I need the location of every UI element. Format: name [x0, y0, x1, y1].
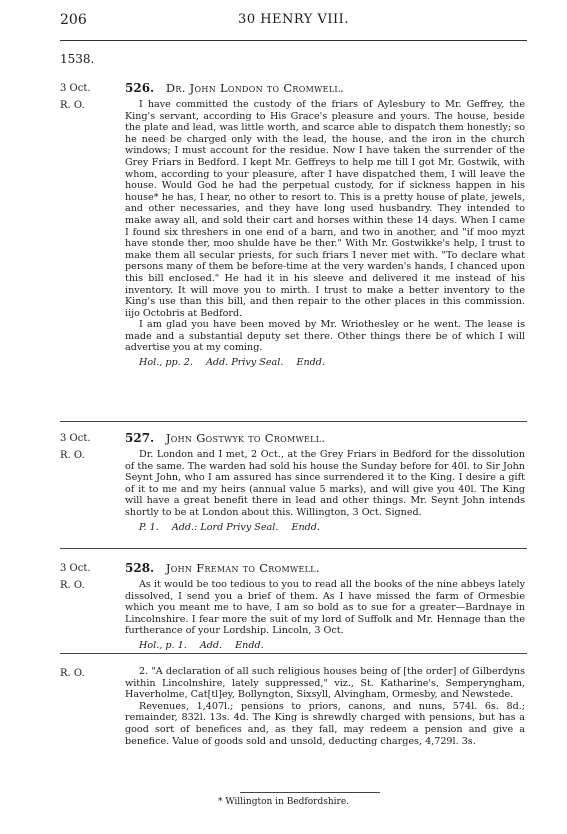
endorsement-part: Add.: Lord Privy Seal. [171, 521, 279, 533]
running-head: 30 HENRY VIII. [238, 12, 349, 27]
entry-number: 528. [125, 561, 155, 575]
entry-528-margin [60, 562, 120, 592]
entry-source: R. O. [60, 668, 85, 679]
endorsement-part: Hol., pp. 2. [139, 357, 193, 369]
page-header [60, 12, 527, 32]
endorsement-part: Hol., p. 1. [139, 639, 187, 651]
entry-source: R. O. [60, 450, 85, 461]
entry-number: 526. [125, 81, 155, 95]
section-rule [60, 548, 527, 549]
entry-date: 3 Oct. [60, 83, 91, 94]
entry-526-body [125, 99, 525, 369]
endorsement-part: Endd. [235, 639, 264, 651]
entry-number: 527. [125, 431, 155, 445]
footnote: * Willington in Bedfordshire. [217, 797, 350, 807]
endorsement-part: Endd. [296, 357, 325, 369]
footnote-rule [240, 792, 380, 793]
entry-title: John Gostwyk to Cromwell. [165, 431, 326, 445]
paragraph: 2. "A declaration of all such religious houses being of [the order] of Gilberdyns within Lincolnshire, lately suppressed," viz., St. Katharine's, Semperyngham, Haverholme, Cat[tl]ey, Bollyngton, Sixsyll, Alvingham, Ormesby, and Newstede. [125, 666, 525, 701]
header-rule [60, 40, 527, 41]
endorsement [125, 357, 525, 369]
page-number: 206 [60, 12, 87, 28]
entry-title: John Freman to Cromwell. [165, 561, 320, 575]
endorsement [125, 522, 525, 534]
entry-527-heading [125, 431, 527, 445]
paragraph: I am glad you have been moved by Mr. Wriothesley or he went. The lease is made and a substantial deputy set there. Other things there be of which I will advertise you at my coming. [125, 319, 525, 354]
entry-source: R. O. [60, 580, 85, 591]
entry-528-body [125, 579, 525, 652]
paragraph: As it would be too tedious to you to read all the books of the nine abbeys lately dissolved, I send you a brief of them. As I have missed the farm of Ormesbie which you meant me to have, I am so bold as to sue for a greater—Bardnaye in Lincolnshire. I fear more the suit of my lord of Suffolk and Mr. Hennage than the furtherance of your Lordship. Lincoln, 3 Oct. [125, 579, 525, 637]
paragraph: Dr. London and I met, 2 Oct., at the Grey Friars in Bedford for the dissolution of the same. The warden had sold his house the Sunday before for 40l. to Sir John Seynt John, who I am assured has since surrendered it to the King. I desire a gift of it to me and my heirs (annual value 5 marks), and will give you 40l. The King will have a great benefit there in lead and other things. Mr. Seynt John intends shortly to be at London about this. Willington, 3 Oct. Signed. [125, 449, 525, 518]
entry-source: R. O. [60, 100, 85, 111]
entry-528-2-body [125, 666, 525, 747]
endorsement [125, 640, 525, 652]
endorsement-part: Add. Privy Seal. [205, 357, 284, 369]
endorsement-part: Add. [199, 639, 223, 651]
year-label: 1538. [60, 52, 95, 66]
endorsement-part: Endd. [291, 521, 320, 533]
section-rule [60, 421, 527, 422]
entry-527-body [125, 449, 525, 533]
entry-528-heading [125, 561, 527, 575]
entry-date: 3 Oct. [60, 563, 91, 574]
entry-date: 3 Oct. [60, 433, 91, 444]
entry-526-heading [125, 81, 527, 95]
entry-title: Dr. John London to Cromwell. [165, 81, 344, 95]
entry-528-2-margin [60, 667, 120, 680]
paragraph: Revenues, 1,407l.; pensions to priors, canons, and nuns, 574l. 6s. 8d.; remainder, 832l. 13s. 4d. The King is shrewdly charged with pensions, but has a good sort of benefices and, as they fall, may redeem a pension and give a benefice. Value of goods sold and unsold, deducting charges, 4,729l. 3s. [125, 700, 525, 747]
entry-526-margin [60, 82, 120, 112]
section-rule [60, 653, 527, 654]
endorsement-part: P. 1. [139, 521, 159, 533]
paragraph: I have committed the custody of the friars of Aylesbury to Mr. Geffrey, the King's servant, according to His Grace's pleasure and yours. The house, beside the plate and lead, was little worth, and scarce able to dispatch them honestly; so he need be charged only with the lead, the house, and the iron in the church windows; I must account for the residue. Now I have taken the surrender of the Grey Friars in Bedford. I kept Mr. Geffreys to help me till I got Mr. Gostwik, with whom, according to your pleasure, after I have dispatched them, I will leave the house. Would God he had the perpetual custody, for if sickness happen in his house* he has, I hear, no other to resort to. This is a pretty house of plate, jewels, and other necessaries, and they have long used husbandry. They intended to make away all, and sold their cart and horses within these 14 days. When I came I found six threshers in one end of a barn, and two in another, and "if moo myzt have stonde ther, moo shulde have be ther." With Mr. Gostwikke's help, I trust to make them all secular priests, for such friars I never met with. "To declare what persons many of them be before-time at the very warden's hands, I chanced upon this bill enclosed." He had it in his sleeve and delivered it me instead of his inventory. It will move you to mirth. I trust to make a better inventory to the King's use than this bill, and then repair to the other places in this commission. iijo Octobris at Bedford. [125, 99, 525, 319]
entry-527-margin [60, 432, 120, 462]
